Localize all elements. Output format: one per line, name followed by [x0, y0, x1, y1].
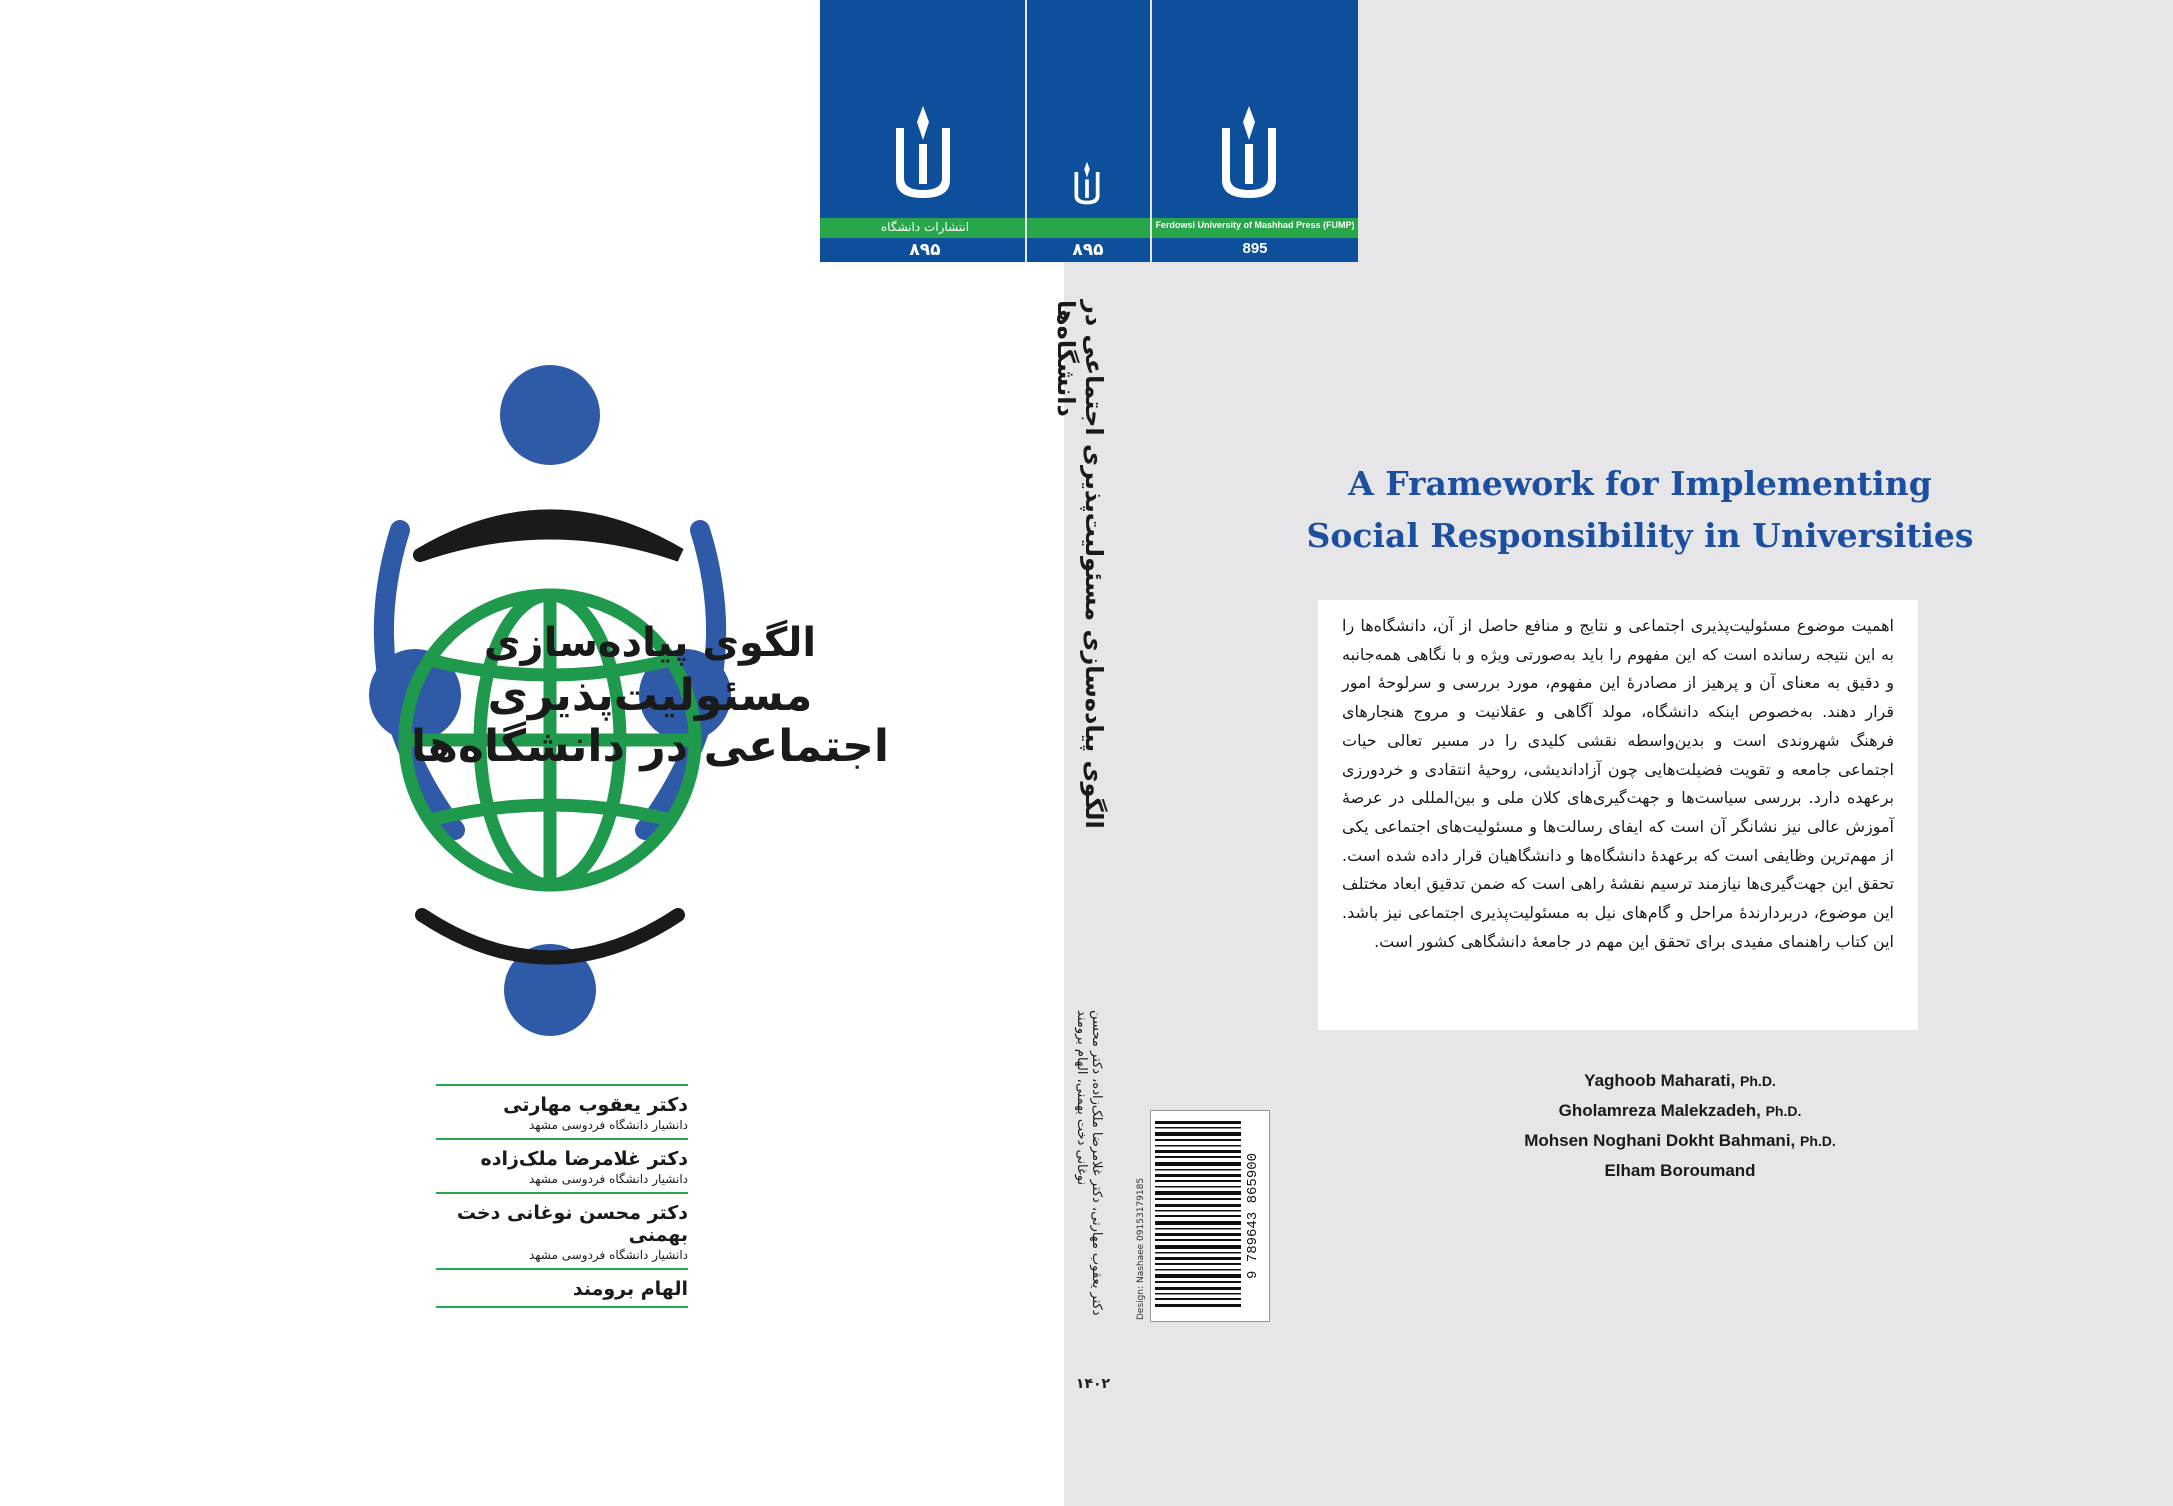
front-title: [390, 620, 910, 772]
publisher-number-en: 895: [1242, 240, 1268, 257]
author-affiliation: دانشیار دانشگاه فردوسی مشهد: [528, 1248, 688, 1262]
publisher-number-fa: ۸۹۵: [909, 240, 941, 260]
english-author: Yaghoob Maharati, Ph.D.: [1584, 1071, 1776, 1090]
english-author: Gholamreza Malekzadeh, Ph.D.: [1558, 1101, 1802, 1120]
spine-authors: دکتر یعقوب مهارتی، دکتر غلامرضا ملک‌زاده، دکتر محسن نوغانی دخت بهمنی، الهام برومند: [1074, 1010, 1104, 1316]
author-entry: [436, 1194, 688, 1270]
author-name: الهام برومند: [572, 1278, 688, 1300]
university-logo-icon: [1208, 100, 1290, 208]
isbn-number: 9 789643 865900: [1245, 1152, 1261, 1280]
author-name: دکتر یعقوب مهارتی: [503, 1094, 688, 1116]
english-authors: [1360, 1066, 2000, 1185]
front-authors: [436, 1084, 688, 1308]
author-entry: [436, 1084, 688, 1140]
author-name: دکتر غلامرضا ملک‌زاده: [480, 1148, 688, 1170]
author-affiliation: دانشیار دانشگاه فردوسی مشهد: [528, 1118, 688, 1132]
english-author: Mohsen Noghani Dokht Bahmani, Ph.D.: [1524, 1131, 1836, 1150]
front-title-line1: الگوی پیاده‌سازی: [483, 620, 817, 666]
design-credit: Design: Nashaee 09153179185: [1136, 1177, 1146, 1320]
publisher-number-fa-spine: ۸۹۵: [1072, 240, 1104, 260]
spine-title: الگوی پیاده‌سازی مسئولیت‌پذیری اجتماعی در دانشگاه‌ها: [1052, 300, 1108, 829]
author-entry: [436, 1140, 688, 1194]
university-logo-icon: [1068, 158, 1106, 210]
publication-year: ۱۴۰۲: [1075, 1376, 1111, 1392]
logo-caption-en: Ferdowsi University of Mashhad Press (FUMP): [1155, 220, 1355, 230]
band-divider: [1025, 0, 1027, 262]
synopsis: اهمیت موضوع مسئولیت‌پذیری اجتماعی و نتایج و منافع حاصل از آن، دانشگاه‌ها را به این نتیجه رسانده است که این مفهوم را باید به‌صورتی ویژه و با نگاهی همه‌جانبه و دقیق به معنای آن و پرهیز از مصادرهٔ این مفهوم، مورد بررسی و سرلوحهٔ امور قرار دهند. به‌خصوص اینکه دانشگاه، مولد آگاهی و عقلانیت و مروج هنجارهای فرهنگ شهروندی است و بدین‌واسطه نقشی کلیدی را در مسیر تعالی حیات اجتماعی جامعه و تقویت فضیلت‌هایی چون آزاداندیشی، روحیهٔ انتقادی و خردورزی برعهده دارد. بررسی سیاست‌ها و جهت‌گیری‌های کلان ملی و بین‌المللی در عرصهٔ آموزش عالی نیز نشانگر آن است که ایفای رسالت‌ها و مسئولیت‌های اجتماعی یکی از مهم‌ترین وظایفی است که برعهدهٔ دانشگاه‌ها و دانشگاهیان قرار داده شده است. تحقق این جهت‌گیری‌ها نیازمند ترسیم نقشهٔ راهی است که ضمن تدقیق ابعاد مختلف این موضوع، دربردارندهٔ مراحل و گام‌های نیل به مسئولیت‌پذیری اجتماعی نیز باشد. این کتاب راهنمای مفیدی برای تحقق این مهم در جامعهٔ دانشگاهی کشور است.: [1318, 600, 1918, 1030]
back-english-title: A Framework for Implementing Social Responsibility in Universities: [1306, 464, 1974, 555]
university-logo-icon: [882, 100, 964, 208]
english-author: Elham Boroumand: [1604, 1161, 1756, 1180]
author-entry: [436, 1270, 688, 1308]
isbn-barcode: [1150, 1110, 1270, 1322]
logo-caption-fa: انتشارات دانشگاه: [880, 220, 970, 234]
band-divider: [1150, 0, 1152, 262]
author-name: دکتر محسن نوغانی دخت بهمنی: [456, 1202, 688, 1246]
front-title-line2: مسئولیت‌پذیری اجتماعی در دانشگاه‌ها: [411, 670, 889, 772]
publisher-band: [820, 0, 1358, 262]
author-affiliation: دانشیار دانشگاه فردوسی مشهد: [528, 1172, 688, 1186]
